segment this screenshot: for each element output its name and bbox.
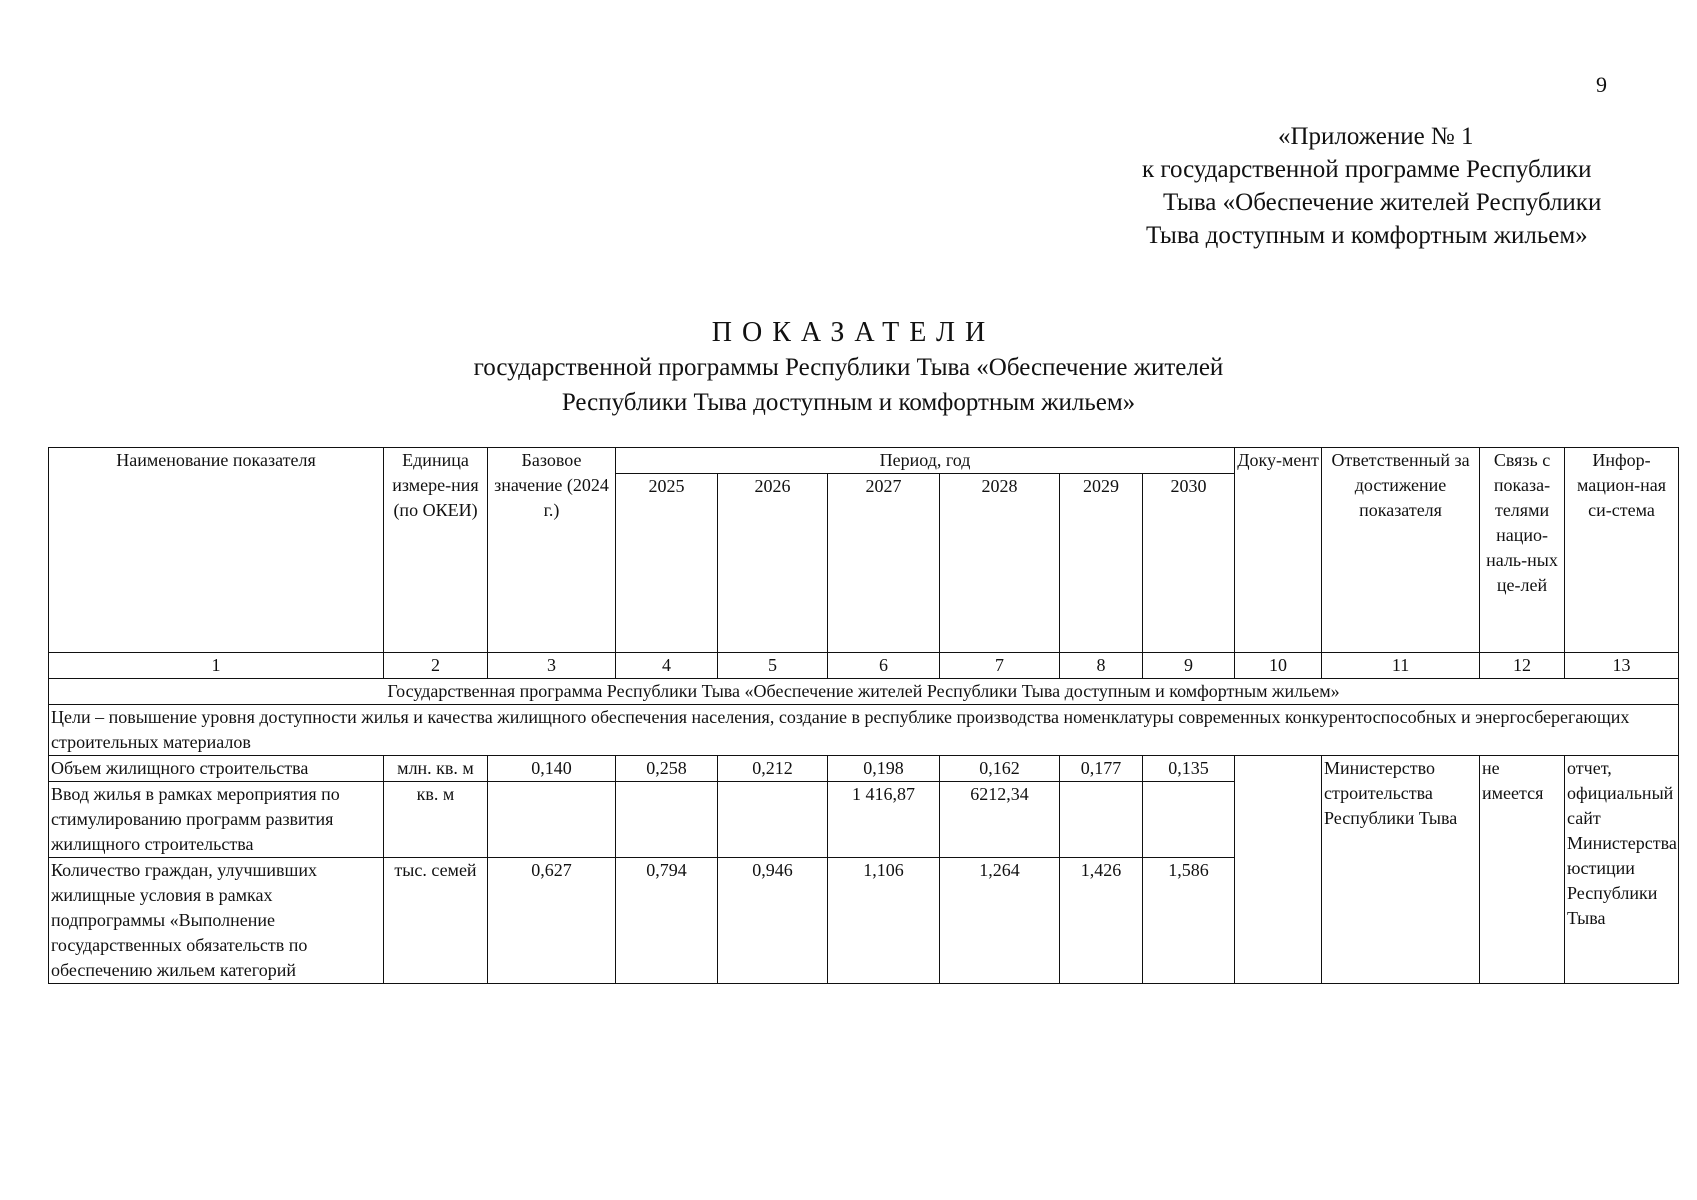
- indicator-name: Ввод жилья в рамках мероприятия по стимулированию программ развития жилищного строительства: [49, 782, 384, 858]
- indicator-value: 1,426: [1060, 858, 1143, 984]
- indicator-value: 1,586: [1143, 858, 1235, 984]
- indicator-base: 0,140: [488, 756, 616, 782]
- header-year: 2030: [1143, 474, 1235, 653]
- indicator-unit: млн. кв. м: [384, 756, 488, 782]
- indicator-base: 0,627: [488, 858, 616, 984]
- responsible-cell: Министерство строительства Республики Тыва: [1322, 756, 1480, 984]
- indicator-value: 0,946: [718, 858, 828, 984]
- column-number: 10: [1235, 653, 1322, 679]
- appendix-block: [1020, 120, 1660, 252]
- column-number: 3: [488, 653, 616, 679]
- title-line-2: Республики Тыва доступным и комфортным жильем»: [561, 389, 1136, 416]
- appendix-line: к государственной программе Республики: [1142, 156, 1592, 183]
- header-name: Наименование показателя: [49, 448, 384, 653]
- table-row: [49, 756, 1679, 782]
- column-number: 12: [1480, 653, 1565, 679]
- indicator-value: 0,177: [1060, 756, 1143, 782]
- indicator-name: Количество граждан, улучшивших жилищные условия в рамках подпрограммы «Выполнение государственных обязательств по обеспечению жильем категорий: [49, 858, 384, 984]
- header-responsible: Ответственный за достижение показателя: [1322, 448, 1480, 653]
- indicator-value: 1,264: [940, 858, 1060, 984]
- column-numbers-row: [49, 653, 1679, 679]
- column-number: 9: [1143, 653, 1235, 679]
- column-number: 8: [1060, 653, 1143, 679]
- indicator-unit: тыс. семей: [384, 858, 488, 984]
- header-period: Период, год: [616, 448, 1235, 474]
- program-row: Государственная программа Республики Тыва «Обеспечение жителей Республики Тыва доступным и комфортным жильем»: [49, 679, 1679, 705]
- indicator-base: [488, 782, 616, 858]
- appendix-line: Тыва доступным и комфортным жильем»: [1146, 222, 1588, 249]
- column-number: 4: [616, 653, 718, 679]
- doc-cell: [1235, 756, 1322, 984]
- indicator-value: 0,258: [616, 756, 718, 782]
- header-year: 2026: [718, 474, 828, 653]
- page-number: 9: [1596, 72, 1607, 97]
- column-number: 13: [1565, 653, 1679, 679]
- indicator-value: 0,212: [718, 756, 828, 782]
- indicator-value: 0,198: [828, 756, 940, 782]
- column-number: 6: [828, 653, 940, 679]
- indicator-name: Объем жилищного строительства: [49, 756, 384, 782]
- info-cell: отчет, официальный сайт Министерства юстиции Республики Тыва: [1565, 756, 1679, 984]
- indicator-value: 0,162: [940, 756, 1060, 782]
- column-number: 1: [49, 653, 384, 679]
- goals-row: Цели – повышение уровня доступности жилья и качества жилищного обеспечения населения, создание в республике производства номенклатуры современных конкурентоспособных и энергосберегающих строительных материалов: [49, 705, 1679, 756]
- indicator-value: 1,106: [828, 858, 940, 984]
- title-main: ПОКАЗАТЕЛИ: [711, 317, 996, 348]
- header-year: 2025: [616, 474, 718, 653]
- indicators-table: [48, 447, 1679, 984]
- column-number: 5: [718, 653, 828, 679]
- appendix-line: Тыва «Обеспечение жителей Республики: [1163, 189, 1602, 216]
- header-year: 2029: [1060, 474, 1143, 653]
- indicator-value: 6212,34: [940, 782, 1060, 858]
- indicator-value: 1 416,87: [828, 782, 940, 858]
- indicator-value: [616, 782, 718, 858]
- link-cell: не имеется: [1480, 756, 1565, 984]
- indicator-unit: кв. м: [384, 782, 488, 858]
- indicator-value: 0,794: [616, 858, 718, 984]
- indicator-value: [1060, 782, 1143, 858]
- header-year: 2027: [828, 474, 940, 653]
- appendix-line: «Приложение № 1: [1278, 123, 1474, 150]
- header-doc: Доку-мент: [1235, 448, 1322, 653]
- indicator-value: 0,135: [1143, 756, 1235, 782]
- column-number: 7: [940, 653, 1060, 679]
- title-line-1: государственной программы Республики Тыва «Обеспечение жителей: [473, 354, 1224, 381]
- column-number: 2: [384, 653, 488, 679]
- indicator-value: [1143, 782, 1235, 858]
- header-info: Инфор-мацион-ная си-стема: [1565, 448, 1679, 653]
- indicator-value: [718, 782, 828, 858]
- document-title: [0, 316, 1697, 420]
- header-year: 2028: [940, 474, 1060, 653]
- column-number: 11: [1322, 653, 1480, 679]
- header-link: Связь с показа-телями нацио-наль-ных це-лей: [1480, 448, 1565, 653]
- header-base: Базовое значение (2024 г.): [488, 448, 616, 653]
- header-unit: Единица измере-ния (по ОКЕИ): [384, 448, 488, 653]
